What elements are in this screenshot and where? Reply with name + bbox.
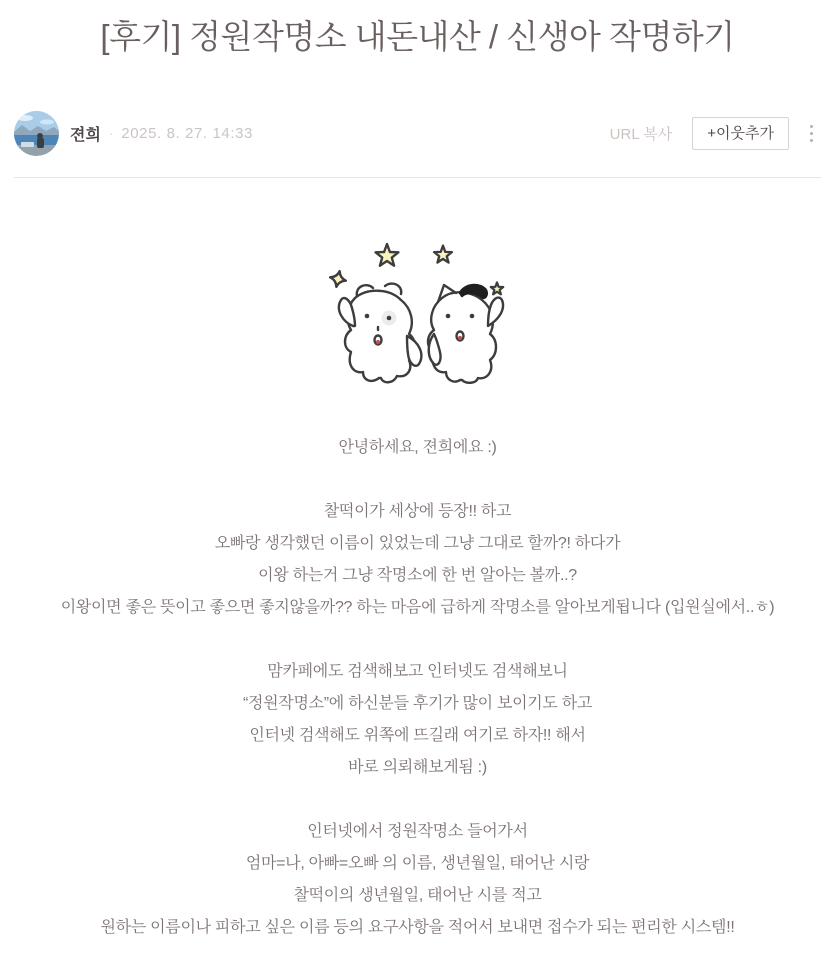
avatar-image [14, 111, 59, 156]
post-illustration [0, 240, 835, 392]
post-body [0, 432, 835, 944]
author-bar [14, 110, 822, 156]
post-date: 2025. 8. 27. 14:33 [121, 124, 254, 142]
post-line: “정원작명소”에 하신분들 후기가 많이 보이기도 하고 [242, 695, 593, 712]
post-line: 인터넷 검색해도 위쪽에 뜨길래 여기로 하자!! 해서 [249, 727, 586, 744]
paragraph [0, 496, 835, 624]
paragraph [0, 656, 835, 784]
page-title: [후기] 정원작명소 내돈내산 / 신생아 작명하기 [100, 18, 735, 55]
post-line: 오빠랑 생각했던 이름이 있었는데 그냥 그대로 할까?! 하다가 [214, 535, 621, 552]
url-copy-button[interactable]: URL 복사 [609, 125, 673, 143]
paragraph [0, 816, 835, 944]
post-line: 이왕 하는거 그냥 작명소에 한 번 알아는 볼까..? [258, 567, 577, 584]
post-line: 찰떡이가 세상에 등장!! 하고 [323, 503, 512, 520]
add-neighbor-button[interactable]: +이웃추가 [692, 117, 789, 150]
cat-character [428, 285, 503, 383]
more-dots-icon [810, 125, 813, 128]
paragraph [0, 432, 835, 464]
bear-character [338, 284, 420, 383]
post-line: 바로 의뢰해보게됨 :) [348, 759, 487, 776]
author-name[interactable]: 젼희 [70, 126, 101, 144]
bear-and-cat-drawing [329, 240, 507, 392]
post-line: 엄마=나, 아빠=오빠 의 이름, 생년월일, 태어난 시랑 [245, 855, 590, 872]
post-line: 맘카페에도 검색해보고 인터넷도 검색해보니 [267, 663, 568, 680]
blog-post-page [0, 14, 835, 954]
avatar[interactable] [14, 111, 59, 156]
divider [14, 177, 821, 178]
author-date-separator: · [108, 125, 114, 141]
post-line: 이왕이면 좋은 뜻이고 좋으면 좋지않을까?? 하는 마음에 급하게 작명소를 알아보게됩니다 (입원실에서..ㅎ) [60, 599, 775, 616]
post-line: 찰떡이의 생년월일, 태어난 시를 적고 [293, 887, 542, 904]
post-line: 인터넷에서 정원작명소 들어가서 [307, 823, 528, 840]
post-line: 원하는 이름이나 피하고 싶은 이름 등의 요구사항을 적어서 보내면 접수가 되는 편리한 시스템!! [100, 919, 735, 936]
post-line: 안녕하세요, 젼희에요 :) [338, 439, 497, 456]
more-menu-button[interactable] [800, 116, 822, 150]
